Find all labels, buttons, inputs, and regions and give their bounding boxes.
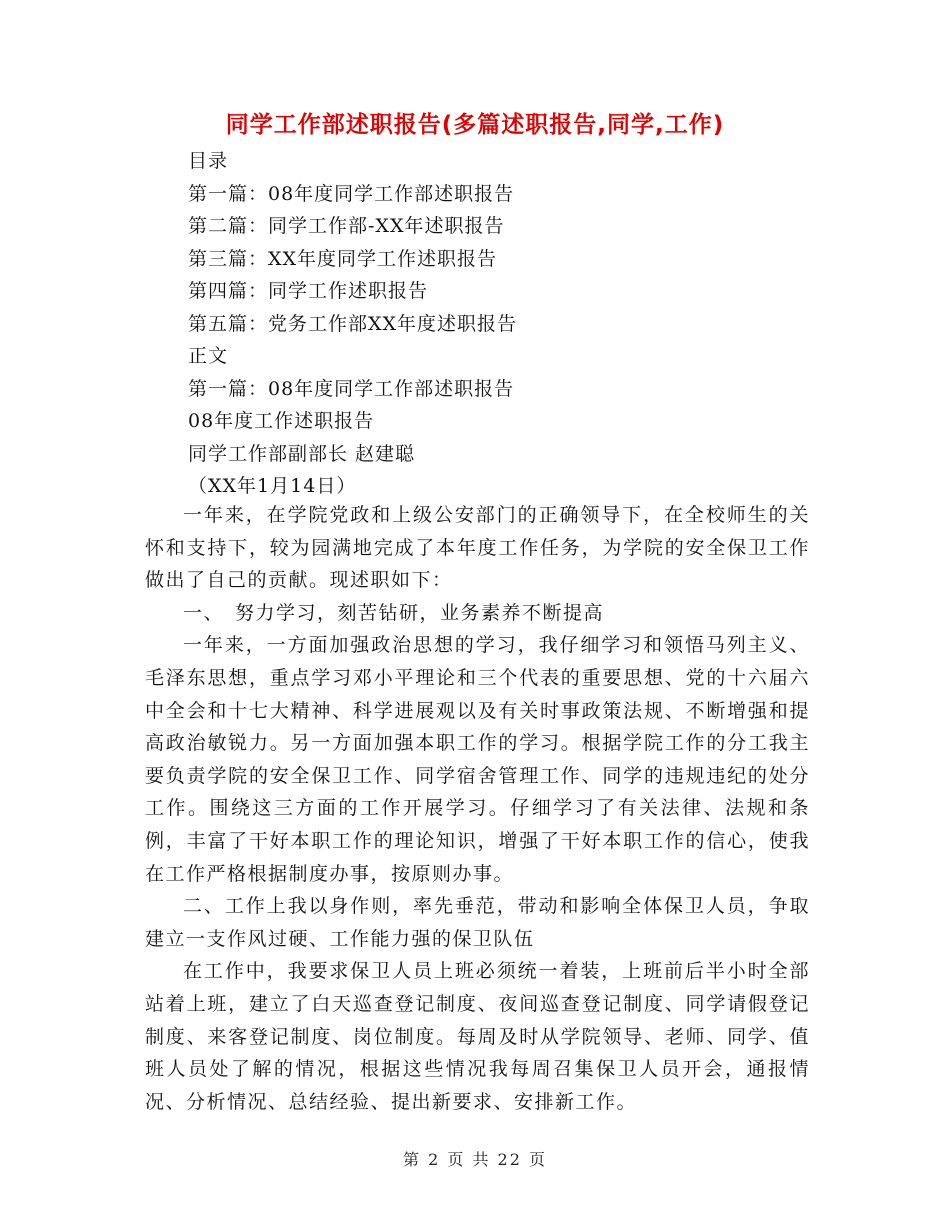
article-body <box>145 499 810 1118</box>
paragraph: 一年来，在学院党政和上级公安部门的正确领导下，在全校师生的关怀和支持下，较为园满地完成了本年度工作任务，为学院的安全保卫工作做出了自己的贡献。现述职如下： <box>145 504 810 592</box>
article-part-heading: 第一篇：08年度同学工作部述职报告 <box>188 377 515 400</box>
page-number-footer: 第 2 页 共 22 页 <box>403 1150 547 1169</box>
toc-item: 第四篇：同学工作述职报告 <box>188 280 429 302</box>
toc-item: 第五篇：党务工作部XX年度述职报告 <box>188 312 518 335</box>
section-heading: 二、工作上我以身作则，率先垂范，带动和影响全体保卫人员，争取建立一支作风过硬、工作能力强的保卫队伍 <box>145 895 810 950</box>
section-heading: 一、 努力学习，刻苦钻研，业务素养不断提高 <box>183 601 605 624</box>
body-heading: 正文 <box>188 345 229 367</box>
toc-item: 第三篇：XX年度同学工作述职报告 <box>188 247 498 270</box>
table-of-contents <box>188 145 517 503</box>
article-author: 同学工作部副部长 赵建聪 <box>188 442 416 465</box>
toc-item: 第一篇：08年度同学工作部述职报告 <box>188 182 515 205</box>
toc-item: 第二篇：同学工作部-XX年述职报告 <box>188 215 505 237</box>
paragraph: 在工作中，我要求保卫人员上班必须统一着装，上班前后半小时全部站着上班，建立了白天巡查登记制度、夜间巡查登记制度、同学请假登记制度、来客登记制度、岗位制度。每周及时从学院领导、老师、同学、值班人员处了解的情况，根据这些情况我每周召集保卫人员开会，通报情况、分析情况、总结经验、提出新要求、安排新工作。 <box>145 960 810 1113</box>
paragraph: 一年来，一方面加强政治思想的学习，我仔细学习和领悟马列主义、毛泽东思想，重点学习邓小平理论和三个代表的重要思想、党的十六届六中全会和十七大精神、科学进展观以及有关时事政策法规、不断增强和提高政治敏锐力。另一方面加强本职工作的学习。根据学院工作的分工我主要负责学院的安全保卫工作、同学宿舍管理工作、同学的违规违纪的处分工作。围绕这三方面的工作开展学习。仔细学习了有关法律、法规和条例，丰富了干好本职工作的理论知识，增强了干好本职工作的信心，使我在工作严格根据制度办事，按原则办事。 <box>145 634 810 885</box>
toc-heading: 目录 <box>188 150 229 172</box>
document-title: 同学工作部述职报告(多篇述职报告,同学,工作) <box>225 112 725 138</box>
article-date: （XX年1月14日） <box>188 475 357 497</box>
article-title: 08年度工作述职报告 <box>188 410 375 432</box>
